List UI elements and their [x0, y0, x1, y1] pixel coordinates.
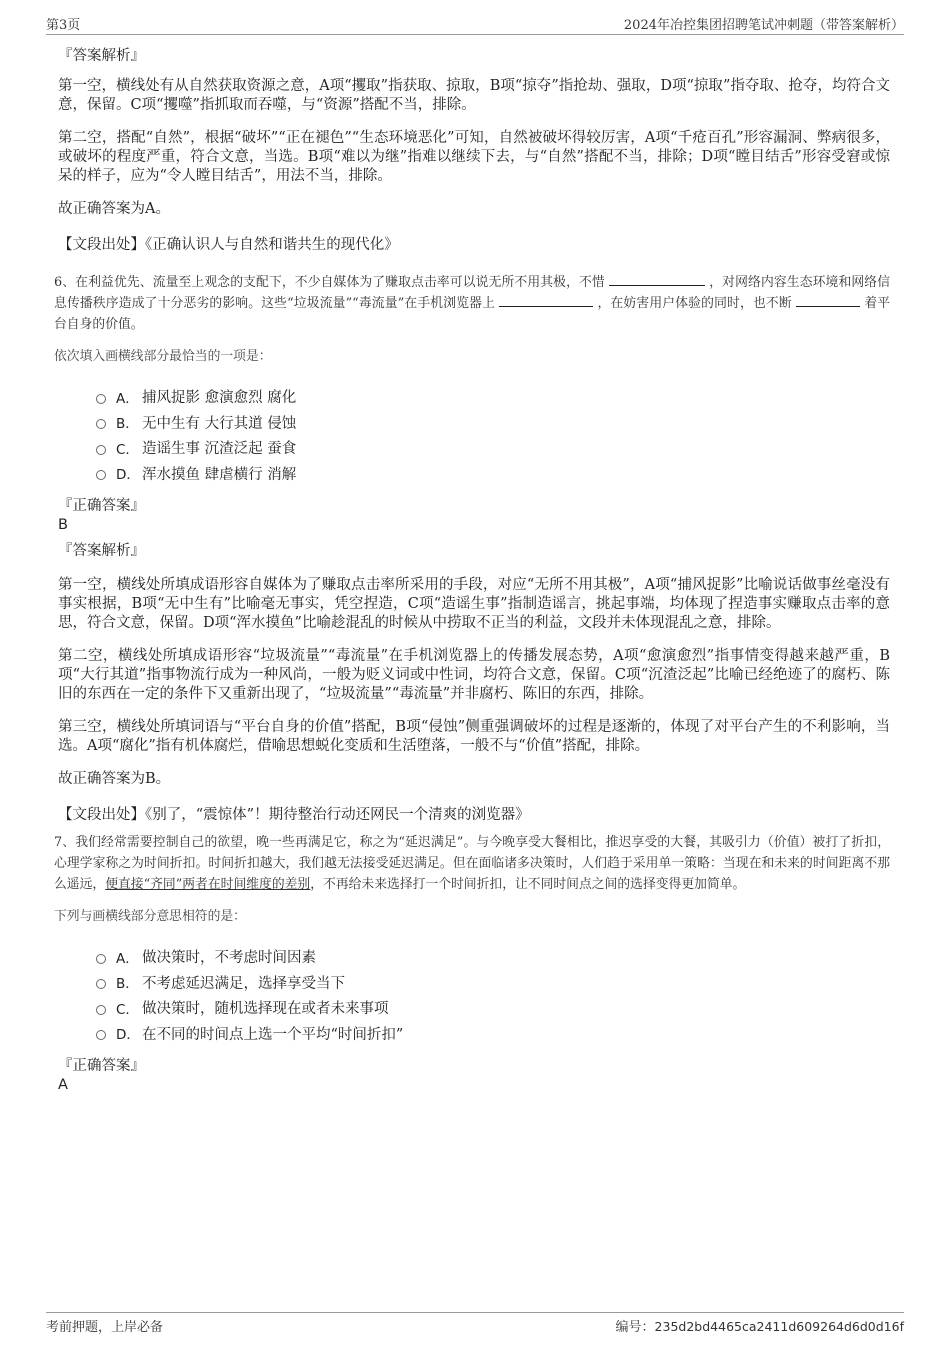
- option-text: 不考虑延迟满足，选择享受当下: [142, 975, 345, 992]
- option-a[interactable]: [96, 944, 890, 970]
- option-d[interactable]: [96, 461, 890, 487]
- option-c[interactable]: [96, 435, 890, 461]
- option-b[interactable]: [96, 970, 890, 996]
- option-key: A．: [116, 390, 139, 407]
- analysis-label: 『答案解析』: [58, 48, 145, 64]
- source-citation: 【文段出处】《别了，“震惊体”！期待整治行动还网民一个清爽的浏览器》: [58, 807, 530, 823]
- option-d[interactable]: [96, 1021, 890, 1047]
- question-text-part: 6、在利益优先、流量至上观念的支配下，不少自媒体为了赚取点击率可以说无所不用其极，不惜: [54, 275, 605, 290]
- document-title: 2024年冶控集团招聘笔试冲刺题（带答案解析）: [623, 18, 904, 33]
- question-text-part: 着平台自身的价值。: [54, 296, 891, 332]
- option-list: [96, 384, 890, 486]
- answer-value: B: [58, 517, 68, 533]
- prev-question-section: [58, 44, 890, 254]
- radio-icon[interactable]: [96, 445, 106, 455]
- question-text-part: ，在妨害用户体验的同时，也不断: [597, 296, 792, 311]
- source-citation: 【文段出处】《正确认识人与自然和谐共生的现代化》: [58, 237, 399, 253]
- option-text: 做决策时，不考虑时间因素: [142, 950, 316, 967]
- analysis-paragraph: 第二空，搭配“自然”，根据“破坏”“正在褪色”“生态环境恶化”可知，自然被破坏得较厉害，A项“千疮百孔”形容漏洞、弊病很多，或破坏的程度严重，符合文意，当选。B项“难以为继”指难以继续下去，与“自然”搭配不当，排除；D项“瞠目结舌”形容受窘或惊呆的样子，应为“令人瞠目结舌”，用法不当，排除。: [58, 130, 890, 184]
- option-key: C．: [116, 441, 139, 458]
- option-key: D．: [116, 467, 140, 484]
- underlined-phrase: 便直接“齐同”两者在时间维度的差别: [105, 877, 311, 892]
- option-text: 捕风捉影 愈演愈烈 腐化: [142, 390, 297, 407]
- fill-blank: [796, 294, 860, 307]
- question-text: [54, 272, 890, 335]
- question-text-part: 7、我们经常需要控制自己的欲望，晚一些再满足它，称之为“延迟满足”。与今晚享受大餐相比，推迟享受的大餐，其吸引力（价值）被打了折扣，心理学家称之为时间折扣。时间折扣越大，我们越无法接受延迟满足。但在面临诸多决策时，人们趋于采用单一策略：当现在和未来的时间距离不那么遥远，: [54, 835, 890, 892]
- answer-value: A: [58, 1077, 68, 1093]
- option-text: 无中生有 大行其道 侵蚀: [142, 415, 297, 432]
- radio-icon[interactable]: [96, 419, 106, 429]
- option-text: 做决策时，随机选择现在或者未来事项: [142, 1001, 389, 1018]
- radio-icon[interactable]: [96, 1030, 106, 1040]
- option-key: A．: [116, 950, 139, 967]
- analysis-paragraph: 故正确答案为A。: [58, 201, 170, 217]
- answer-label: 『正确答案』: [58, 1058, 145, 1074]
- question-6: [54, 272, 891, 824]
- option-text: 造谣生事 沉渣泛起 蚕食: [142, 441, 297, 458]
- option-key: B．: [116, 416, 139, 433]
- option-c[interactable]: [96, 995, 890, 1021]
- question-7: [54, 832, 890, 1093]
- page-content: [54, 44, 891, 1099]
- analysis-paragraph: 第三空，横线处所填词语与“平台自身的价值”搭配，B项“侵蚀”侧重强调破坏的过程是逐渐的，体现了对平台产生的不利影响，当选。A项“腐化”指有机体腐烂，借喻思想蜕化变质和生活堕落，一般不与“价值”搭配，排除。: [58, 719, 890, 754]
- radio-icon[interactable]: [96, 394, 106, 404]
- code-label: 编号：: [615, 1320, 655, 1335]
- answer-label: 『正确答案』: [58, 498, 145, 514]
- radio-icon[interactable]: [96, 979, 106, 989]
- analysis-paragraph: 第二空，横线处所填成语形容“垃圾流量”“毒流量”在手机浏览器上的传播发展态势，A项“愈演愈烈”指事情变得越来越严重，B项“大行其道”指事物流行成为一种风尚，一般为贬义词或中性词，均符合文意，保留。C项“沉渣泛起”比喻已经绝迹了的腐朽、陈旧的东西在一定的条件下又重新出现了，“垃圾流量”“毒流量”并非腐朽、陈旧的东西，排除。: [58, 648, 890, 702]
- option-a[interactable]: [96, 384, 890, 410]
- analysis-paragraph: 故正确答案为B。: [58, 771, 171, 787]
- radio-icon[interactable]: [96, 470, 106, 480]
- page-header: [46, 14, 904, 35]
- option-text: 在不同的时间点上选一个平均“时间折扣”: [142, 1026, 404, 1043]
- document-code: [616, 1316, 904, 1335]
- option-key: C．: [116, 1001, 139, 1018]
- page-number: 第3页: [46, 18, 81, 33]
- question-text-part: ，不再给未来选择打一个时间折扣，让不同时间点之间的选择变得更加简单。: [310, 877, 746, 892]
- question-text: [54, 832, 890, 895]
- question-prompt: 下列与画横线部分意思相符的是：: [54, 909, 246, 924]
- question-text-part: ，对网络内容生态环境和网络信息传播秩序造成了十分恶劣的影响。这些“垃圾流量”“毒流量”在手机浏览器上: [54, 275, 891, 311]
- footer-slogan: 考前押题，上岸必备: [46, 1320, 164, 1335]
- radio-icon[interactable]: [96, 954, 106, 964]
- option-key: D．: [116, 1027, 140, 1044]
- option-text: 浑水摸鱼 肆虐横行 消解: [142, 466, 297, 483]
- page-footer: [46, 1312, 904, 1335]
- analysis-paragraph: 第一空，横线处有从自然获取资源之意，A项“攫取”指获取、掠取，B项“掠夺”指抢劫、强取，D项“掠取”指夺取、抢夺，均符合文意，保留。C项“攫噬”指抓取而吞噬，与“资源”搭配不当，排除。: [58, 78, 890, 113]
- fill-blank: [499, 294, 593, 307]
- fill-blank: [609, 273, 705, 286]
- analysis-label: 『答案解析』: [58, 543, 145, 559]
- radio-icon[interactable]: [96, 1005, 106, 1015]
- option-list: [96, 944, 890, 1046]
- code-value: 235d2bd4465ca2411d609264d6d0d16f: [654, 1319, 904, 1334]
- option-key: B．: [116, 976, 139, 993]
- question-prompt: 依次填入画横线部分最恰当的一项是：: [54, 349, 272, 364]
- option-b[interactable]: [96, 410, 890, 436]
- analysis-paragraph: 第一空，横线处所填成语形容自媒体为了赚取点击率所采用的手段，对应“无所不用其极”，A项“捕风捉影”比喻说话做事丝毫没有事实根据，B项“无中生有”比喻毫无事实，凭空捏造，C项“造谣生事”指制造谣言，挑起事端，均体现了捏造事实赚取点击率的意思，符合文意，保留。D项“浑水摸鱼”比喻趁混乱的时候从中捞取不正当的利益，文段并未体现混乱之意，排除。: [58, 577, 890, 631]
